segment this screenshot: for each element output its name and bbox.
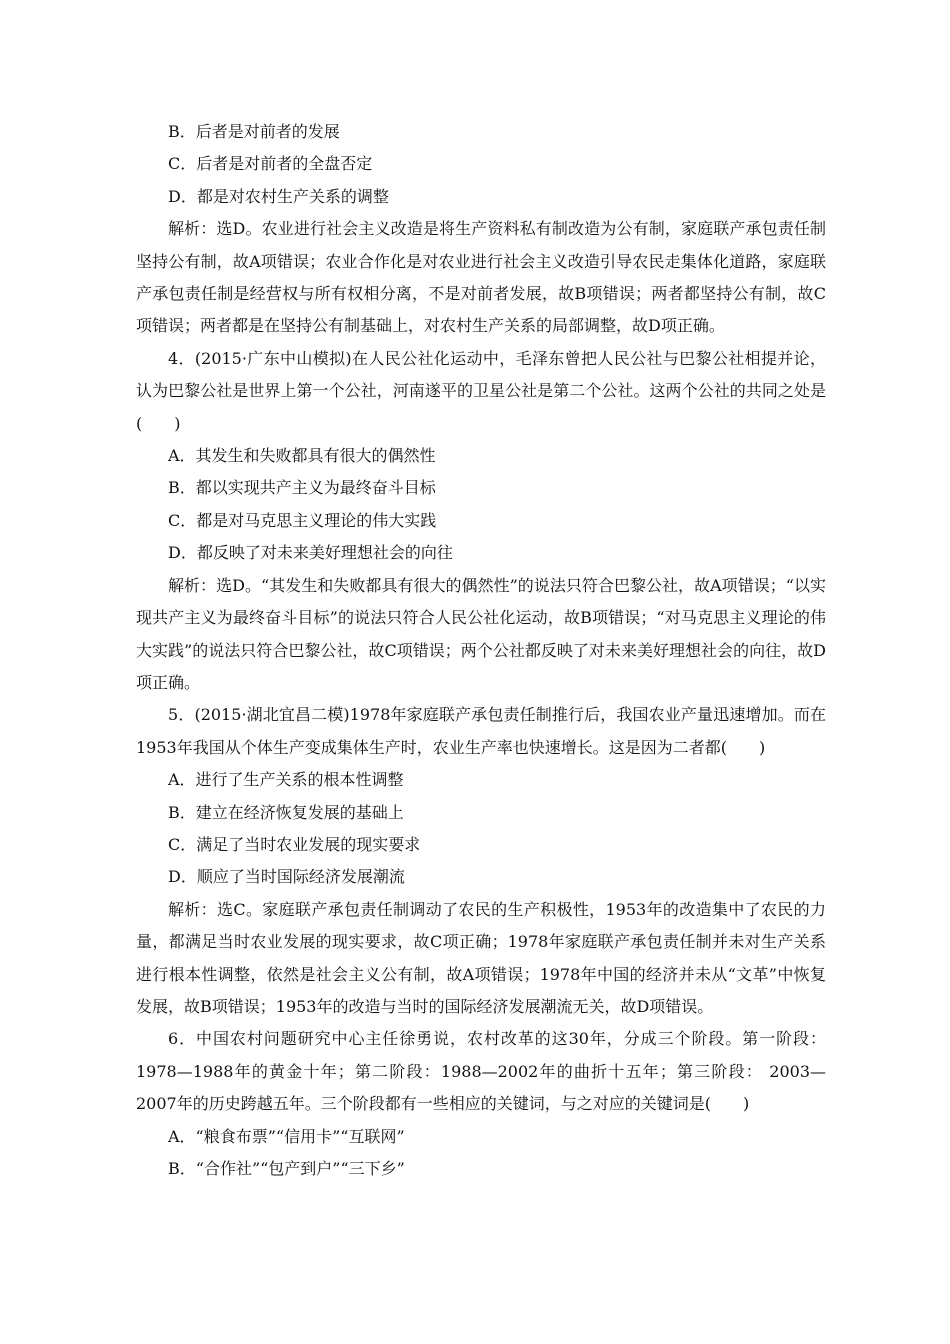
q6-stem: 6．中国农村问题研究中心主任徐勇说，农村改革的这30年，分成三个阶段。第一阶段：1978—1988年的黄金十年；第二阶段：1988—2002年的曲折十五年；第三阶段： 2003—2007年的历史跨越五年。三个阶段都有一些相应的关键词，与之对应的关键词是( ) xyxy=(136,1029,826,1114)
q4-option-b: B．都以实现共产主义为最终奋斗目标 xyxy=(168,478,436,498)
q4-option-c: C．都是对马克思主义理论的伟大实践 xyxy=(168,510,437,530)
q3-option-d: D．都是对农村生产关系的调整 xyxy=(168,186,389,206)
q5-stem: 5．(2015·湖北宜昌二模)1978年家庭联产承包责任制推行后，我国农业产量迅速增加。而在1953年我国从个体生产变成集体生产时，农业生产率也快速增长。这是因为二者都( ) xyxy=(136,705,826,757)
q5-analysis: 解析：选C。家庭联产承包责任制调动了农民的生产积极性，1953年的改造集中了农民的力量，都满足当时农业发展的现实要求，故C项正确；1978年家庭联产承包责任制并未对生产关系进行根本性调整，依然是社会主义公有制，故A项错误；1978年中国的经济并未从“文革”中恢复发展，故B项错误；1953年的改造与当时的国际经济发展潮流无关，故D项错误。 xyxy=(136,899,826,1016)
q3-option-c: C．后者是对前者的全盘否定 xyxy=(168,154,373,174)
q4-option-a: A．其发生和失败都具有很大的偶然性 xyxy=(168,446,436,466)
q5-option-a: A．进行了生产关系的根本性调整 xyxy=(168,770,404,790)
q5-option-b: B．建立在经济恢复发展的基础上 xyxy=(168,802,404,822)
q6-option-a: A．“粮食布票”“信用卡”“互联网” xyxy=(168,1126,405,1146)
q3-analysis: 解析：选D。农业进行社会主义改造是将生产资料私有制改造为公有制，家庭联产承包责任制坚持公有制，故A项错误；农业合作化是对农业进行社会主义改造引导农民走集体化道路，家庭联产承包责任制是经营权与所有权相分离，不是对前者发展，故B项错误；两者都坚持公有制，故C项错误；两者都是在坚持公有制基础上，对农村生产关系的局部调整，故D项正确。 xyxy=(136,219,826,336)
q4-option-d: D．都反映了对未来美好理想社会的向往 xyxy=(168,543,453,563)
document-page xyxy=(136,116,826,1185)
q3-option-b: B．后者是对前者的发展 xyxy=(168,122,340,141)
q5-option-d: D．顺应了当时国际经济发展潮流 xyxy=(168,867,405,887)
q4-stem: 4．(2015·广东中山模拟)在人民公社化运动中，毛泽东曾把人民公社与巴黎公社相提并论，认为巴黎公社是世界上第一个公社，河南遂平的卫星公社是第二个公社。这两个公社的共同之处是( ) xyxy=(136,348,826,433)
q4-analysis: 解析：选D。“其发生和失败都具有很大的偶然性”的说法只符合巴黎公社，故A项错误；“以实现共产主义为最终奋斗目标”的说法只符合人民公社化运动，故B项错误；“对马克思主义理论的伟大实践”的说法只符合巴黎公社，故C项错误；两个公社都反映了对未来美好理想社会的向往，故D项正确。 xyxy=(136,575,826,692)
q6-option-b: B．“合作社”“包产到户”“三下乡” xyxy=(168,1159,405,1178)
q5-option-c: C．满足了当时农业发展的现实要求 xyxy=(168,834,421,854)
